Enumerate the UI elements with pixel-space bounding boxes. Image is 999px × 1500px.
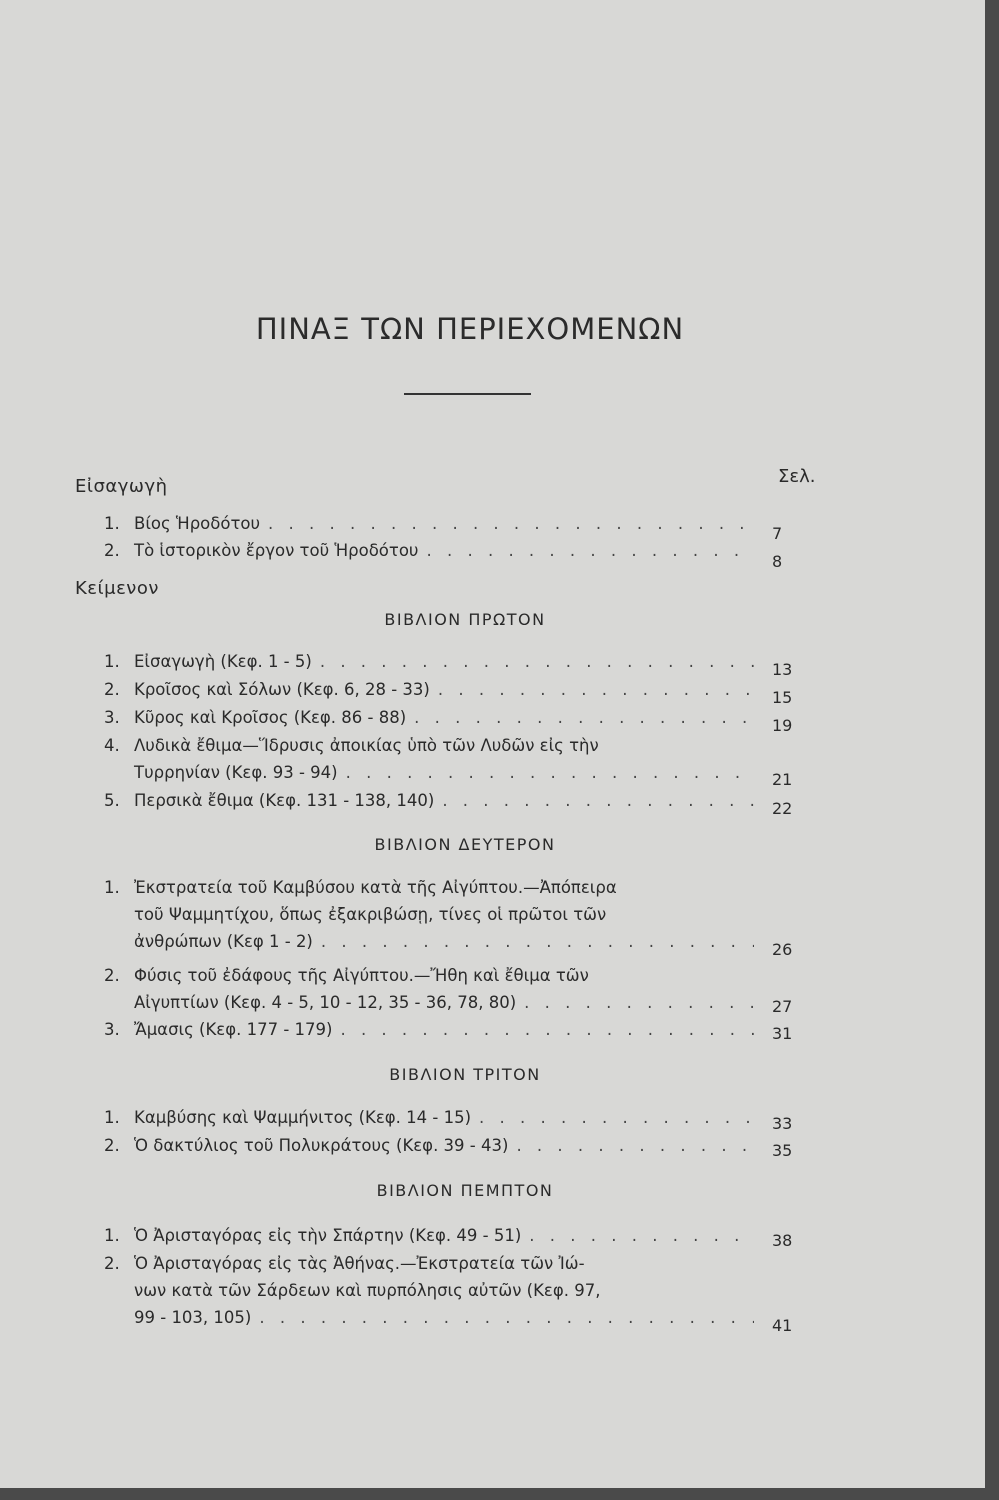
book-heading: ΒΙΒΛΙΟΝ ΠΕΜΠΤΟΝ — [376, 1181, 554, 1200]
page-number: 35 — [772, 1141, 793, 1160]
page-number: 38 — [772, 1231, 793, 1250]
page-number: 21 — [772, 770, 793, 789]
page-number: 27 — [772, 997, 793, 1016]
page-number: 8 — [772, 552, 783, 571]
page-number: 7 — [772, 524, 783, 543]
page-number: 22 — [772, 799, 793, 818]
bleed-through-text — [330, 120, 800, 290]
page-number: 15 — [772, 688, 793, 707]
toc-entry: 3. Ἄμασις (Κεφ. 177 - 179) . . . — [104, 1016, 754, 1043]
toc-entry: 1. Εἰσαγωγὴ (Κεφ. 1 - 5) . . . — [104, 648, 754, 675]
book-heading: ΒΙΒΛΙΟΝ ΔΕΥΤΕΡΟΝ — [374, 835, 556, 854]
toc-entry: 2. Φύσις τοῦ ἐδάφους τῆς Αἰγύπτου.—Ἤθη καὶ ἔθιμα τῶν Αἰγυπτίων (Κεφ. 4 - 5, 10 - 12, 35 - 36, 78, 80) . . . — [104, 962, 754, 1016]
toc-entry: 3. Κῦρος καὶ Κροῖσος (Κεφ. 86 - 88) . . . — [104, 704, 754, 731]
toc-entry: 2. Ὁ δακτύλιος τοῦ Πολυκράτους (Κεφ. 39 - 43) . . . — [104, 1132, 754, 1159]
toc-entry: 5. Περσικὰ ἔθιμα (Κεφ. 131 - 138, 140) . . . — [104, 787, 754, 814]
title-rule — [404, 393, 531, 395]
page-number: 31 — [772, 1024, 793, 1043]
toc-entry: 2. Ὁ Ἀρισταγόρας εἰς τὰς Ἀθήνας.—Ἐκστρατεία τῶν Ἰώ- νων κατὰ τῶν Σάρδεων καὶ πυρπόλησις αὐτῶν (Κεφ. 97, 99 - 103, 105) . . . — [104, 1250, 754, 1331]
toc-entry: 2. Τὸ ἱστορικὸν ἔργον τοῦ Ἡροδότου . . . — [104, 537, 754, 564]
page-number: 19 — [772, 716, 793, 735]
toc-entry: 2. Κροῖσος καὶ Σόλων (Κεφ. 6, 28 - 33) . . . — [104, 676, 754, 703]
toc-entry: 1. Ὁ Ἀρισταγόρας εἰς τὴν Σπάρτην (Κεφ. 49 - 51) . . . — [104, 1222, 754, 1249]
toc-entry: 1. Ἐκστρατεία τοῦ Καμβύσου κατὰ τῆς Αἰγύπτου.—Ἀπόπειρα τοῦ Ψαμμητίχου, ὅπως ἐξακριβώσῃ, τίνες οἱ πρῶτοι τῶν ἀνθρώπων (Κεφ 1 - 2) . . . — [104, 874, 754, 955]
page-number: 26 — [772, 940, 793, 959]
toc-entry: 1. Καμβύσης καὶ Ψαμμήνιτος (Κεφ. 14 - 15) . . . — [104, 1104, 754, 1131]
page-number: 33 — [772, 1114, 793, 1133]
book-heading: ΒΙΒΛΙΟΝ ΤΡΙΤΟΝ — [389, 1065, 541, 1084]
page-column-label: Σελ. — [778, 466, 816, 487]
page-title: ΠΙΝΑΞ ΤΩΝ ΠΕΡΙΕΧΟΜΕΝΩΝ — [255, 312, 685, 346]
section-introduction-heading: Εἰσαγωγὴ — [75, 476, 168, 497]
toc-entry: 1. Βίος Ἡροδότου . . . — [104, 510, 754, 537]
toc-entry: 4. Λυδικὰ ἔθιμα—Ἵδρυσις ἀποικίας ὑπὸ τῶν Λυδῶν εἰς τὴν Τυρρηνίαν (Κεφ. 93 - 94) . . . — [104, 732, 754, 786]
section-text-heading: Κείμενον — [75, 578, 159, 599]
book-heading: ΒΙΒΛΙΟΝ ΠΡΩΤΟΝ — [384, 610, 546, 629]
page-number: 13 — [772, 660, 793, 679]
page-number: 41 — [772, 1316, 793, 1335]
